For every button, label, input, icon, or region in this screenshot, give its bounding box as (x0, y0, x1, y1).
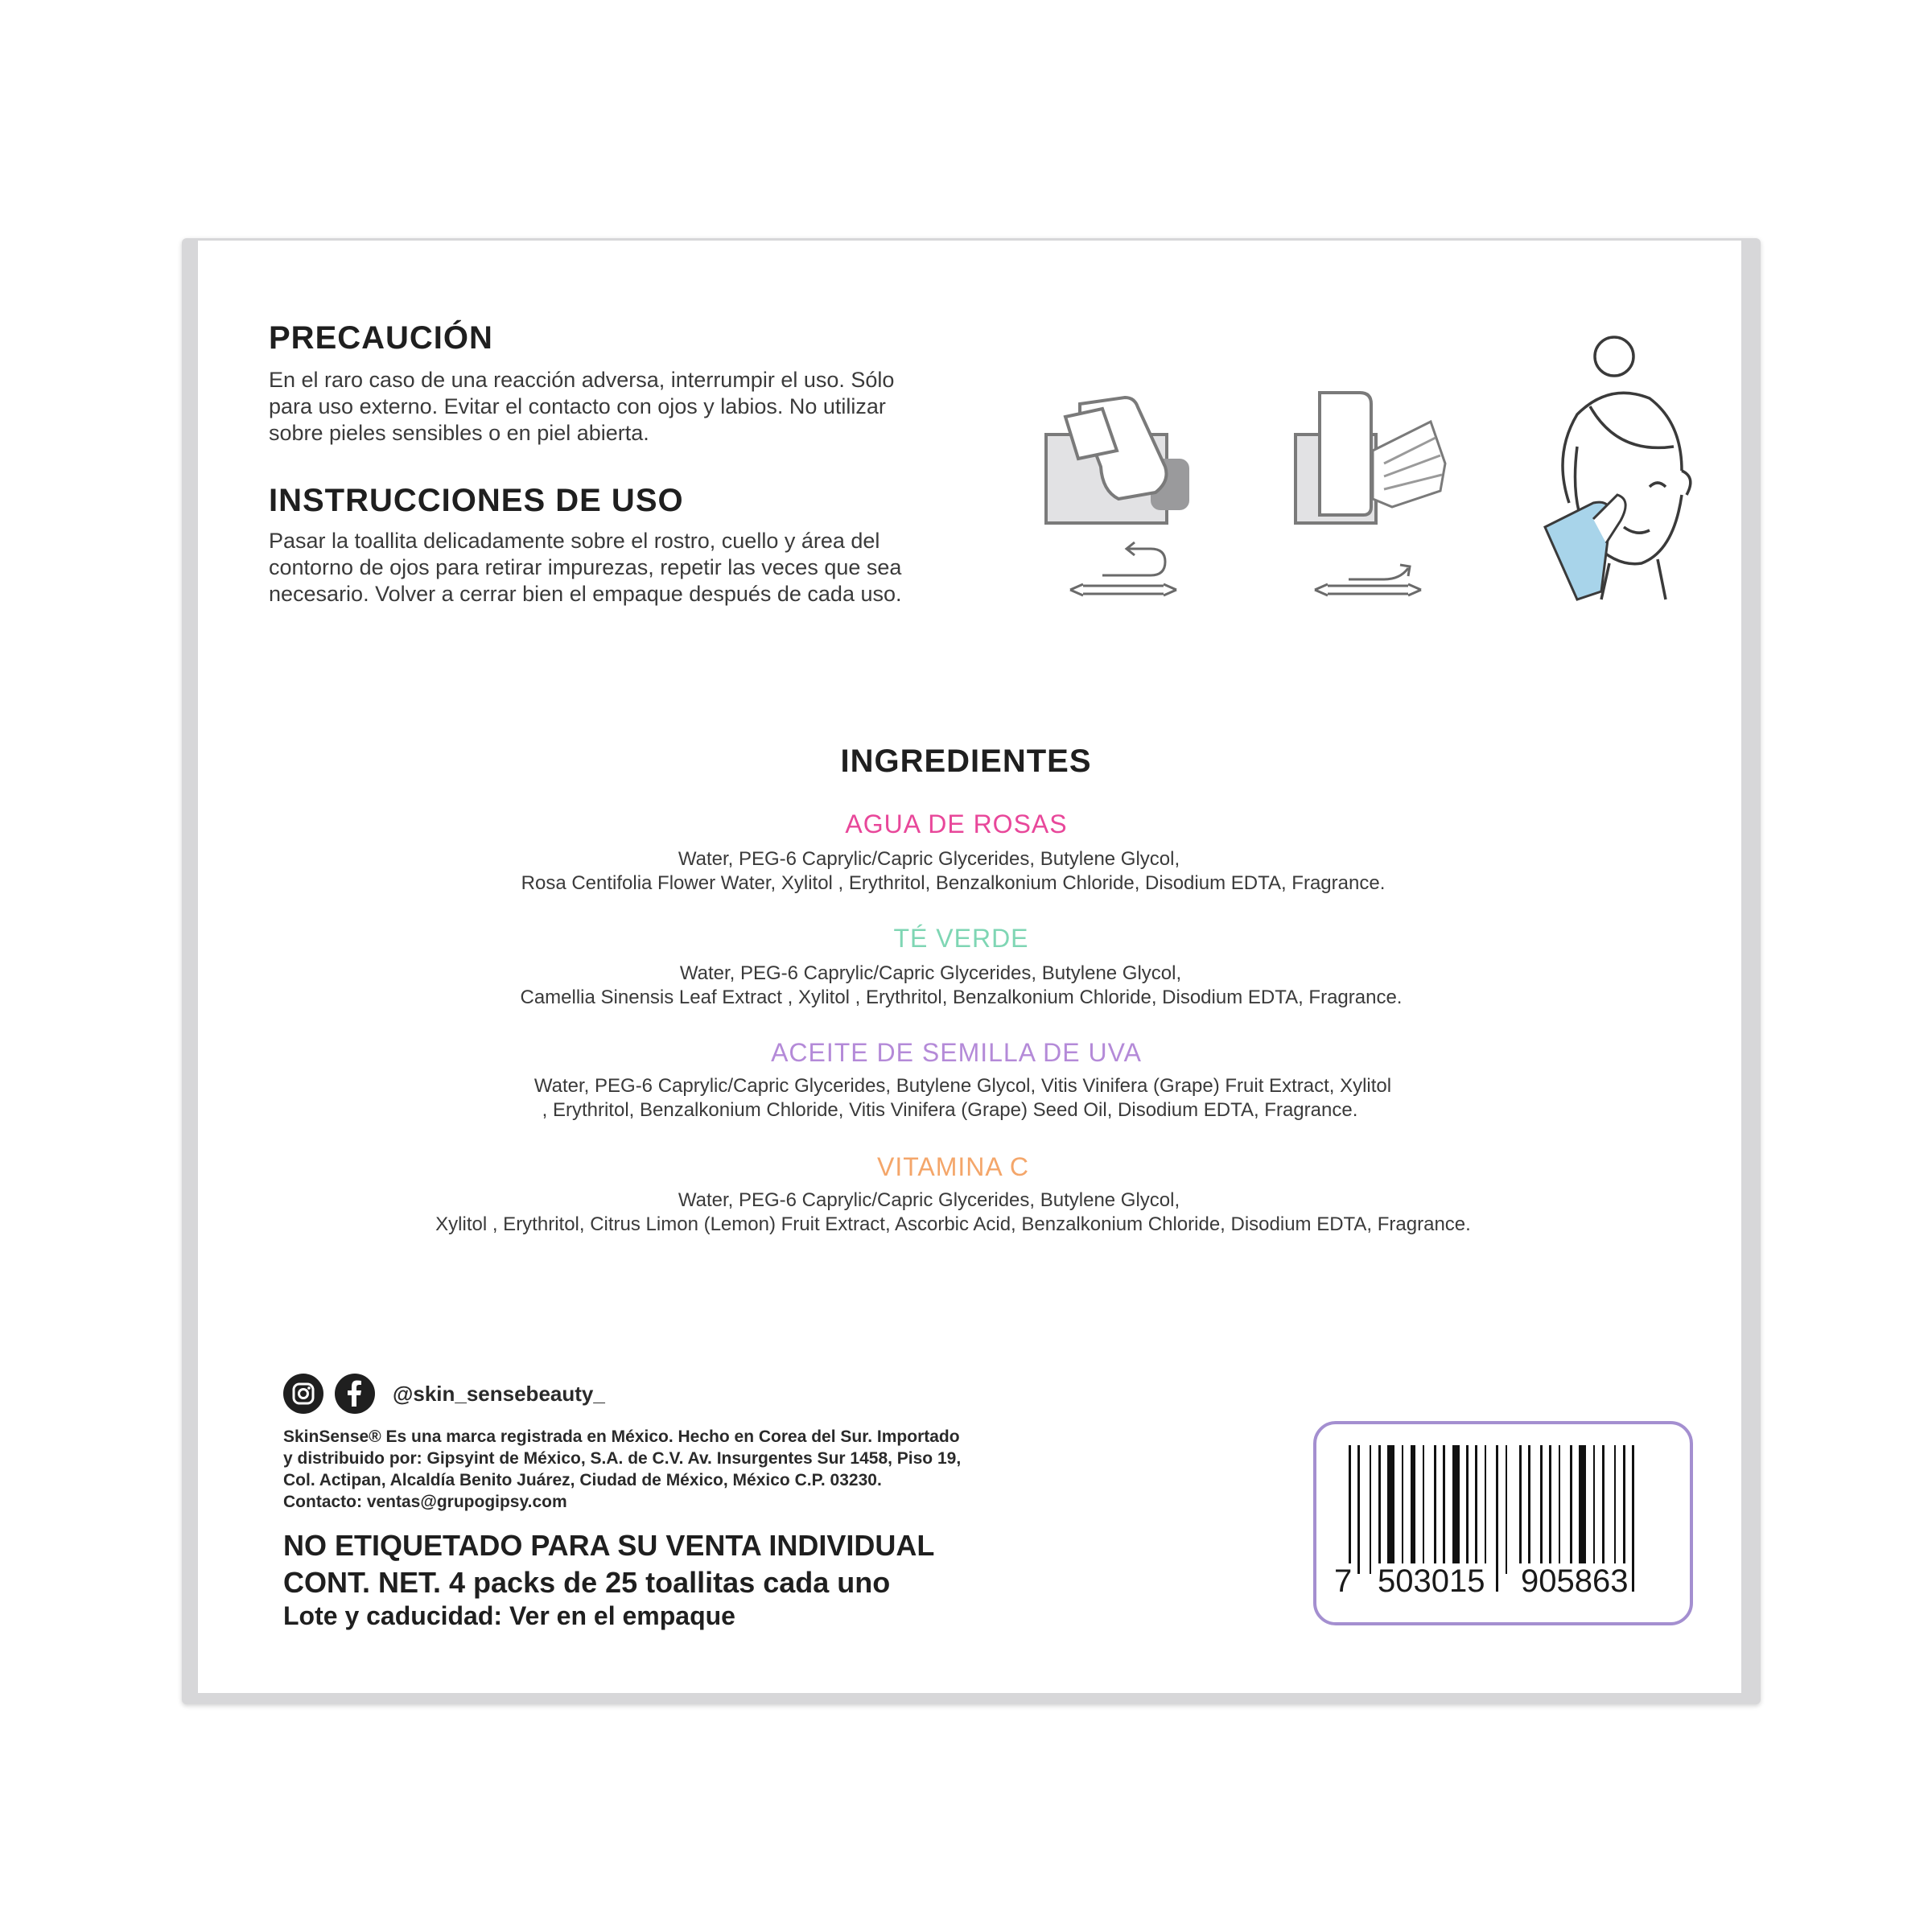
barcode-bar (1452, 1445, 1460, 1574)
barcode-bar (1357, 1445, 1360, 1574)
open-pack-illustration (1038, 394, 1207, 620)
social-row (283, 1373, 605, 1415)
barcode-bar (1602, 1445, 1605, 1574)
instagram-icon (283, 1374, 323, 1414)
barcode-bar (1506, 1445, 1507, 1574)
barcode-digit-first: 7 (1331, 1563, 1355, 1600)
barcode-bar (1593, 1445, 1595, 1574)
lot-expiry: Lote y caducidad: Ver en el empaque (283, 1601, 735, 1630)
barcode-bar (1475, 1445, 1477, 1574)
face-cleansing-illustration (1521, 334, 1714, 616)
open-arrow-icon (1315, 565, 1421, 595)
variant-name-grape-seed: ACEITE DE SEMILLA DE UVA (771, 1038, 1142, 1067)
barcode-bar (1570, 1445, 1572, 1574)
barcode-bar (1411, 1445, 1415, 1574)
barcode-bar (1528, 1445, 1530, 1574)
instructions-line: Pasar la toallita delicadamente sobre el rostro, cuello y área del (269, 529, 880, 553)
barcode-bar (1632, 1445, 1634, 1592)
instructions-line: necesario. Volver a cerrar bien el empaque después de cada uso. (269, 582, 902, 606)
precaution-text (269, 367, 894, 447)
precaution-line: para uso externo. Evitar el contacto con ojos y labios. No utilizar (269, 394, 886, 418)
barcode-bar (1559, 1445, 1560, 1574)
barcode-bar (1519, 1445, 1522, 1574)
precaution-line: sobre pieles sensibles o en piel abierta. (269, 421, 649, 445)
barcode-bar (1466, 1445, 1469, 1574)
social-handle: @skin_sensebeauty_ (393, 1381, 605, 1406)
close-arrow-icon (1070, 542, 1176, 595)
variant-ingredients-line: Water, PEG-6 Caprylic/Capric Glycerides, Butylene Glycol, (678, 848, 1180, 870)
barcode-digits-left: 503015 (1374, 1563, 1488, 1600)
barcode-bar (1485, 1445, 1486, 1574)
instructions-title: INSTRUCCIONES DE USO (269, 483, 684, 518)
legal-line: Contacto: ventas@grupogipsy.com (283, 1493, 567, 1511)
instructions-line: contorno de ojos para retirar impurezas, repetir las veces que sea (269, 555, 902, 579)
barcode-bar (1402, 1445, 1403, 1574)
pull-wipe-illustration (1287, 386, 1473, 620)
instructions-text (269, 528, 902, 608)
facebook-icon (335, 1374, 375, 1414)
variant-ingredients-line: , Erythritol, Benzalkonium Chloride, Vitis Vinifera (Grape) Seed Oil, Disodium EDTA, Fragrance. (542, 1099, 1358, 1121)
barcode-bar (1423, 1445, 1424, 1574)
legal-text (283, 1426, 1088, 1513)
net-content: CONT. NET. 4 packs de 25 toallitas cada uno (283, 1566, 891, 1599)
barcode-bar (1496, 1445, 1498, 1592)
precaution-line: En el raro caso de una reacción adversa, interrumpir el uso. Sólo (269, 368, 895, 392)
barcode-bar (1623, 1445, 1625, 1574)
barcode-digits-right: 905863 (1518, 1563, 1631, 1600)
barcode-bar (1579, 1445, 1586, 1574)
barcode-bar (1614, 1445, 1616, 1574)
variant-ingredients-line: Water, PEG-6 Caprylic/Capric Glycerides, Butylene Glycol, (679, 962, 1182, 984)
variant-ingredients-line: Water, PEG-6 Caprylic/Capric Glycerides, Butylene Glycol, (678, 1189, 1180, 1211)
barcode-bar (1549, 1445, 1551, 1574)
variant-name-vitamin-c: VITAMINA C (877, 1152, 1029, 1181)
variant-ingredients-line: Water, PEG-6 Caprylic/Capric Glycerides, Butylene Glycol, Vitis Vinifera (Grape) Fruit Extract, Xylitol (533, 1075, 1392, 1097)
legal-line: SkinSense® Es una marca registrada en México. Hecho en Corea del Sur. Importado (283, 1427, 960, 1446)
barcode-bar (1387, 1445, 1394, 1574)
legal-line: Col. Actipan, Alcaldía Benito Juárez, Ciudad de México, México C.P. 03230. (283, 1471, 882, 1489)
barcode-bar (1443, 1445, 1445, 1574)
legal-line: y distribuido por: Gipsyint de México, S.A. de C.V. Av. Insurgentes Sur 1458, Piso 19, (283, 1449, 962, 1468)
barcode-bar (1370, 1445, 1371, 1574)
barcode-bar (1434, 1445, 1436, 1574)
precaution-title: PRECAUCIÓN (269, 320, 493, 356)
barcode-bar (1378, 1445, 1381, 1574)
variant-ingredients-line: Rosa Centifolia Flower Water, Xylitol , Erythritol, Benzalkonium Chloride, Disodium EDTA, Fragrance. (521, 872, 1386, 894)
variant-ingredients-line: Camellia Sinensis Leaf Extract , Xylitol , Erythritol, Benzalkonium Chloride, Disodium EDTA, Fragrance. (520, 987, 1403, 1008)
not-for-individual-sale: NO ETIQUETADO PARA SU VENTA INDIVIDUAL (283, 1529, 935, 1562)
variant-ingredients-line: Xylitol , Erythritol, Citrus Limon (Lemon) Fruit Extract, Ascorbic Acid, Benzalkonium Chloride, Disodium EDTA, Fragrance. (435, 1213, 1471, 1235)
variant-name-green-tea: TÉ VERDE (893, 924, 1029, 953)
barcode-frame (1313, 1421, 1693, 1625)
variant-name-rose: AGUA DE ROSAS (845, 809, 1068, 838)
barcode-bar (1540, 1445, 1543, 1574)
ingredients-title: INGREDIENTES (840, 744, 1092, 779)
